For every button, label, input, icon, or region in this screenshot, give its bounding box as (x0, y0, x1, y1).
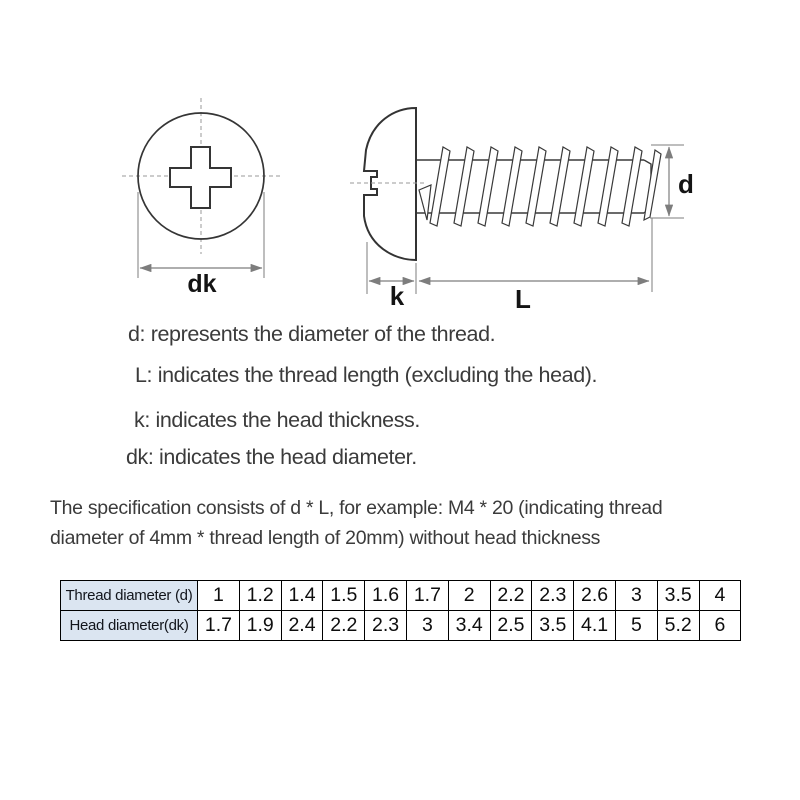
screw-front-view (122, 98, 281, 298)
row-label-cell: Thread diameter (d) (61, 581, 198, 611)
k-dimension-label: k (389, 281, 405, 311)
screw-diagram (0, 0, 800, 330)
definition-L: L: indicates the thread length (excluding the head). (135, 363, 598, 387)
definition-k: k: indicates the head thickness. (134, 408, 420, 432)
d-dimension-label: d (678, 169, 694, 199)
dk-dimension-label: dk (187, 270, 217, 298)
value-cell: 3.5 (532, 611, 574, 641)
value-cell: 1.4 (281, 581, 323, 611)
value-cell: 2.3 (365, 611, 407, 641)
value-cell: 1.7 (198, 611, 240, 641)
value-cell: 5.2 (657, 611, 699, 641)
value-cell: 2.6 (574, 581, 616, 611)
l-dimension-label: L (515, 284, 531, 314)
value-cell: 5 (615, 611, 657, 641)
screw-head-side (364, 108, 416, 260)
row-label-cell: Head diameter(dk) (61, 611, 198, 641)
spec-note-line2: diameter of 4mm * thread length of 20mm) without head thickness (50, 527, 601, 549)
value-cell: 3 (406, 611, 448, 641)
value-cell: 3.4 (448, 611, 490, 641)
spec-note-line1: The specification consists of d * L, for example: M4 * 20 (indicating thread (50, 497, 663, 519)
definition-d: d: represents the diameter of the thread. (128, 322, 496, 346)
value-cell: 4 (699, 581, 741, 611)
value-cell: 2.2 (490, 581, 532, 611)
table-row (61, 611, 741, 641)
value-cell: 3.5 (657, 581, 699, 611)
spec-table (60, 580, 741, 641)
spec-table-body (61, 581, 741, 641)
value-cell: 2 (448, 581, 490, 611)
table-row (61, 581, 741, 611)
value-cell: 1.9 (239, 611, 281, 641)
value-cell: 2.3 (532, 581, 574, 611)
value-cell: 1.2 (239, 581, 281, 611)
value-cell: 3 (615, 581, 657, 611)
thread-fragment (419, 185, 431, 220)
value-cell: 4.1 (574, 611, 616, 641)
value-cell: 2.2 (323, 611, 365, 641)
spec-note (50, 493, 740, 553)
value-cell: 6 (699, 611, 741, 641)
value-cell: 1 (198, 581, 240, 611)
value-cell: 1.7 (406, 581, 448, 611)
value-cell: 1.5 (323, 581, 365, 611)
value-cell: 1.6 (365, 581, 407, 611)
screw-side-view (350, 108, 694, 314)
value-cell: 2.5 (490, 611, 532, 641)
thread-blades (430, 147, 661, 226)
definition-dk: dk: indicates the head diameter. (126, 445, 417, 469)
value-cell: 2.4 (281, 611, 323, 641)
